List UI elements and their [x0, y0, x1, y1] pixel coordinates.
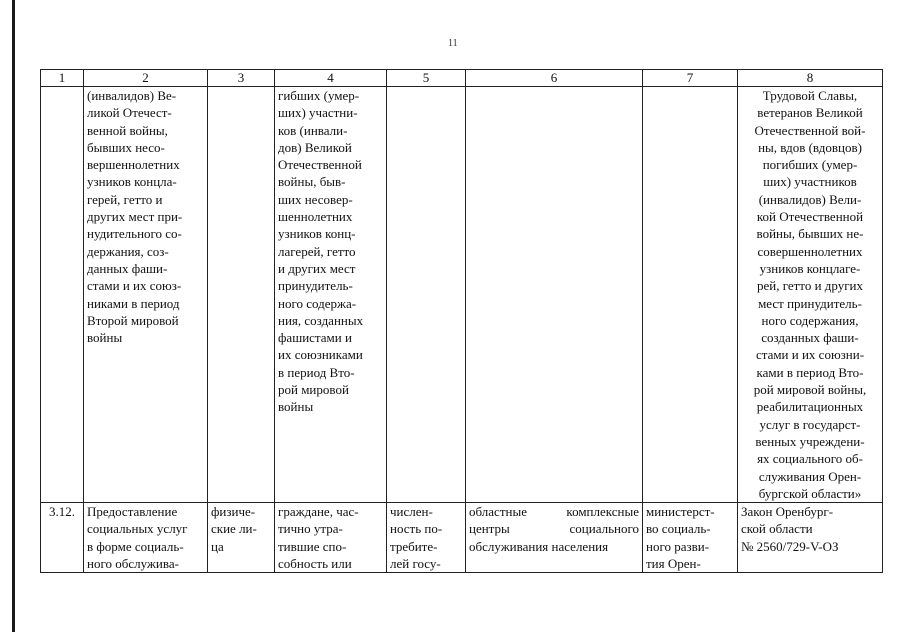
row-cell-recipient: физиче- ские ли- ца [208, 503, 275, 573]
row-cell-indicator: числен- ность по- требите- лей госу- [387, 503, 466, 573]
header-cell-1: 1 [41, 70, 84, 87]
header-cell-3: 3 [208, 70, 275, 87]
row-cell-service: Предоставление социальных услуг в форме социаль- ного обслужива- [84, 503, 208, 573]
header-cell-4: 4 [275, 70, 387, 87]
row-cell-legal-basis: Закон Оренбург- ской области № 2560/729-V-ОЗ [738, 503, 883, 573]
row-cell-category: гибших (умер- ших) участни- ков (инвали- дов) Великой Отечественной войны, быв- ших несовер- шеннолетних узников конц- лагерей, гетто и других мест принудитель- ного содержа- ния, созданных фашистами и их союзниками в период Вто- рой мировой войны [275, 87, 387, 503]
header-cell-6: 6 [466, 70, 643, 87]
row-cell-indicator [387, 87, 466, 503]
row-cell-legal-basis: Трудовой Славы, ветеранов Великой Отечественной вой- ны, вдов (вдовцов) погибших (умер- ших) участников (инвалидов) Вели- кой Отечественной войны, бывших не- совершеннолетних узников концлаге- рей, гетто и других мест принудитель- ного содержания, созданных фаши- стами и их союзни- ками в период Вто- рой мировой войны, реабилитационных услуг в государст- венных учреждени- ях социального об- служивания Орен- бургской области» [738, 87, 883, 503]
row-cell-authority [643, 87, 738, 503]
row-cell-category: граждане, час- тично утра- тившие спо- собность или [275, 503, 387, 573]
header-cell-2: 2 [84, 70, 208, 87]
table-row [41, 87, 883, 503]
header-cell-7: 7 [643, 70, 738, 87]
header-cell-5: 5 [387, 70, 466, 87]
table-row [41, 503, 883, 573]
page-number: 11 [448, 38, 458, 49]
row-cell-provider: областные комплексные центры социального обслуживания населения [466, 503, 643, 573]
row-cell-recipient [208, 87, 275, 503]
row-cell-provider [466, 87, 643, 503]
document-table [40, 69, 883, 573]
row-cell-service: (инвалидов) Ве- ликой Отечест- венной войны, бывших несо- вершеннолетних узников концла- герей, гетто и других мест при- нудительного со- держания, соз- данных фаши- стами и их союз- никами в период Второй мировой войны [84, 87, 208, 503]
row-cell-number: 3.12. [41, 503, 84, 573]
page-edge-line [12, 0, 15, 632]
row-cell-number [41, 87, 84, 503]
table-header-row [41, 70, 883, 87]
header-cell-8: 8 [738, 70, 883, 87]
row-cell-authority: министерст- во социаль- ного разви- тия Орен- [643, 503, 738, 573]
